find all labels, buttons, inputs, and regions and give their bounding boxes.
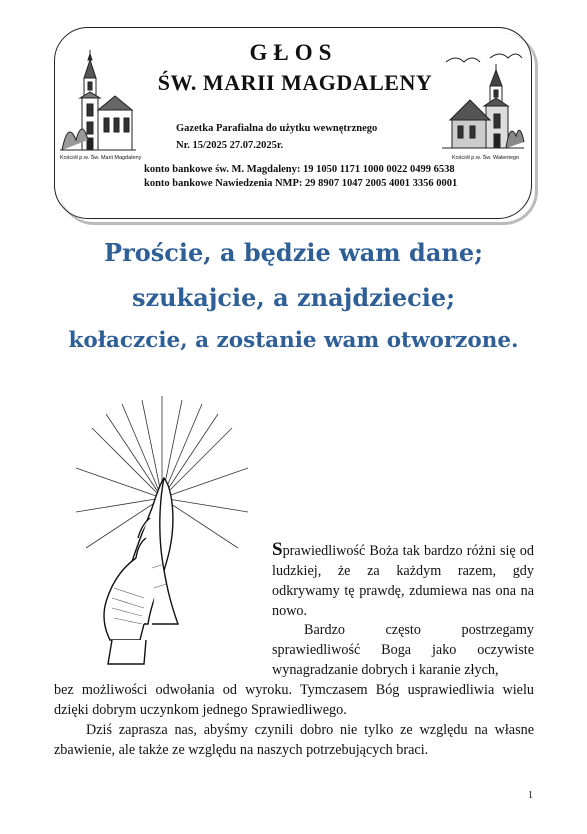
church-right-caption: Kościół p.w. Św. Walentego: [452, 155, 520, 161]
church-left-caption: Kościół p.w. Św. Marii Magdaleny: [60, 155, 142, 161]
praying-hands-illustration: [52, 388, 252, 668]
article-paragraph-3: Dziś zaprasza nas, abyśmy czynili dobro nie tylko ze względu na własne zbawienie, ale także ze względu na naszych potrzebujących braci.: [54, 722, 534, 758]
quote-line-2: szukajcie, a znajdziecie;: [131, 283, 456, 312]
masthead-title: GŁOS: [249, 40, 338, 65]
article-paragraph-2a: Bardzo często postrzegamy sprawiedliwość Boga jako oczywiste wynagradzanie dobrych i karanie złych,: [272, 622, 534, 678]
quote-line-1: Proście, a będzie wam dane;: [104, 238, 483, 267]
bank-account-magdalena: konto bankowe św. M. Magdaleny: 19 1050 1171 1000 0022 0499 6538: [144, 164, 455, 175]
article-paragraph-1: [272, 540, 534, 621]
quote-line-3: kołaczcie, a zostanie wam otworzone.: [68, 328, 519, 353]
drop-cap: S: [272, 539, 283, 560]
masthead-parish-name: ŚW. MARII MAGDALENY: [157, 70, 433, 95]
article-paragraph-1-text: prawiedliwość Boża tak bardzo różni się od ludzkiej, że za każdym razem, gdy odkrywamy tę prawdę, zdumiewa nas ona na nowo.: [272, 543, 534, 619]
bank-account-nmp: konto bankowe Nawiedzenia NMP: 29 8907 1047 2005 4001 3356 0001: [144, 178, 458, 189]
issue-number-date: Nr. 15/2025 27.07.2025r.: [176, 140, 284, 151]
masthead-subtitle: Gazetka Parafialna do użytku wewnętrznego: [176, 123, 378, 134]
article-paragraph-2b: bez możliwości odwołania od wyroku. Tymczasem Bóg usprawiedliwia wielu dzięki dobrym uczynkom jednego Sprawiedliwego.: [54, 682, 534, 718]
page-number: 1: [528, 790, 533, 801]
